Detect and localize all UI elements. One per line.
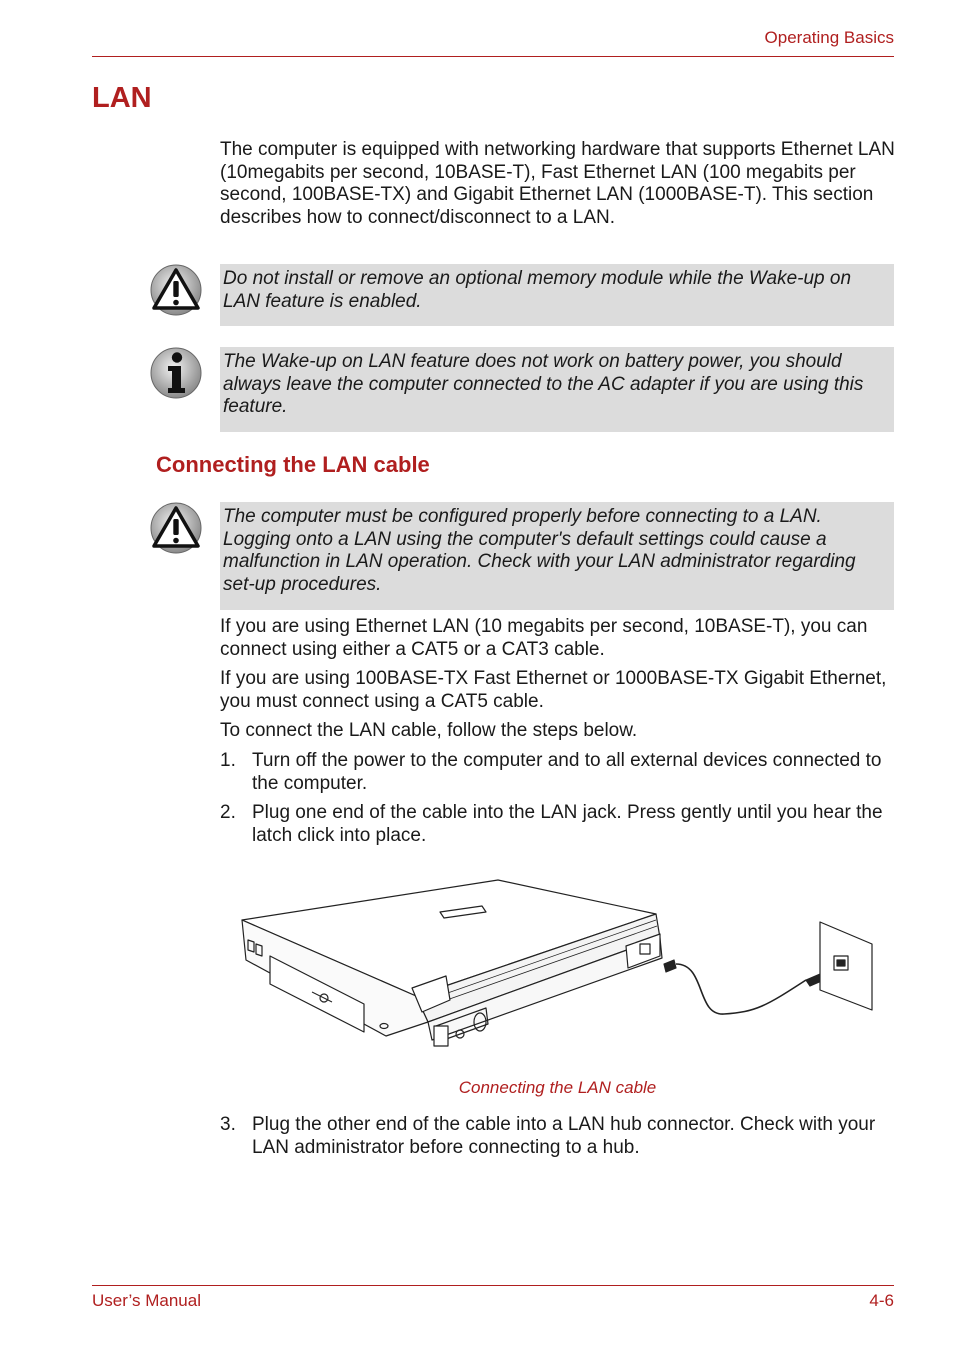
- step-number: 3.: [220, 1114, 236, 1135]
- paragraph: If you are using 100BASE-TX Fast Ethernet or 1000BASE-TX Gigabit Ethernet, you must connect using a CAT5 cable.: [220, 668, 887, 712]
- step-number: 2.: [220, 802, 236, 823]
- caution-icon: [148, 500, 204, 556]
- note-text: The Wake-up on LAN feature does not work on battery power, you should always leave the computer connected to the AC adapter if you are using this feature.: [223, 351, 864, 417]
- page-title: LAN: [92, 82, 152, 114]
- footer-manual-label: User’s Manual: [92, 1291, 201, 1310]
- note-text: The computer must be configured properly before connecting to a LAN. Logging onto a LAN using the computer's default settings could cause a malfunction in LAN operation. Check with your LAN administrator regarding set-up procedures.: [223, 506, 856, 595]
- paragraph: If you are using Ethernet LAN (10 megabits per second, 10BASE-T), you can connect using either a CAT5 or a CAT3 cable.: [220, 616, 868, 660]
- header-rule: [92, 56, 894, 57]
- section-heading: Connecting the LAN cable: [156, 452, 430, 477]
- intro-paragraph: The computer is equipped with networking hardware that supports Ethernet LAN (10megabits per second, 10BASE-T), Fast Ethernet LAN (100 megabits per second, 100BASE-TX) and Gigabit Ethernet LAN (1000BASE-T). This section describes how to connect/disconnect to a LAN.: [220, 139, 895, 228]
- footer-rule: [92, 1285, 894, 1286]
- info-note: [220, 347, 894, 432]
- figure-caption: Connecting the LAN cable: [458, 1078, 657, 1097]
- step-text: Plug the other end of the cable into a LAN hub connector. Check with your LAN administrator before connecting to a hub.: [252, 1114, 876, 1158]
- step-text: Plug one end of the cable into the LAN jack. Press gently until you hear the latch click into place.: [252, 802, 883, 846]
- paragraph: To connect the LAN cable, follow the steps below.: [220, 720, 638, 741]
- laptop-lan-illustration: [236, 876, 876, 1056]
- note-text: Do not install or remove an optional memory module while the Wake-up on LAN feature is enabled.: [223, 268, 852, 312]
- info-icon: [148, 345, 204, 401]
- running-header: Operating Basics: [764, 28, 894, 47]
- page-number: 4-6: [869, 1291, 894, 1310]
- caution-note: [220, 264, 894, 326]
- step-number: 1.: [220, 750, 236, 771]
- step-text: Turn off the power to the computer and to all external devices connected to the computer.: [252, 750, 882, 794]
- caution-icon: [148, 262, 204, 318]
- caution-note: [220, 502, 894, 610]
